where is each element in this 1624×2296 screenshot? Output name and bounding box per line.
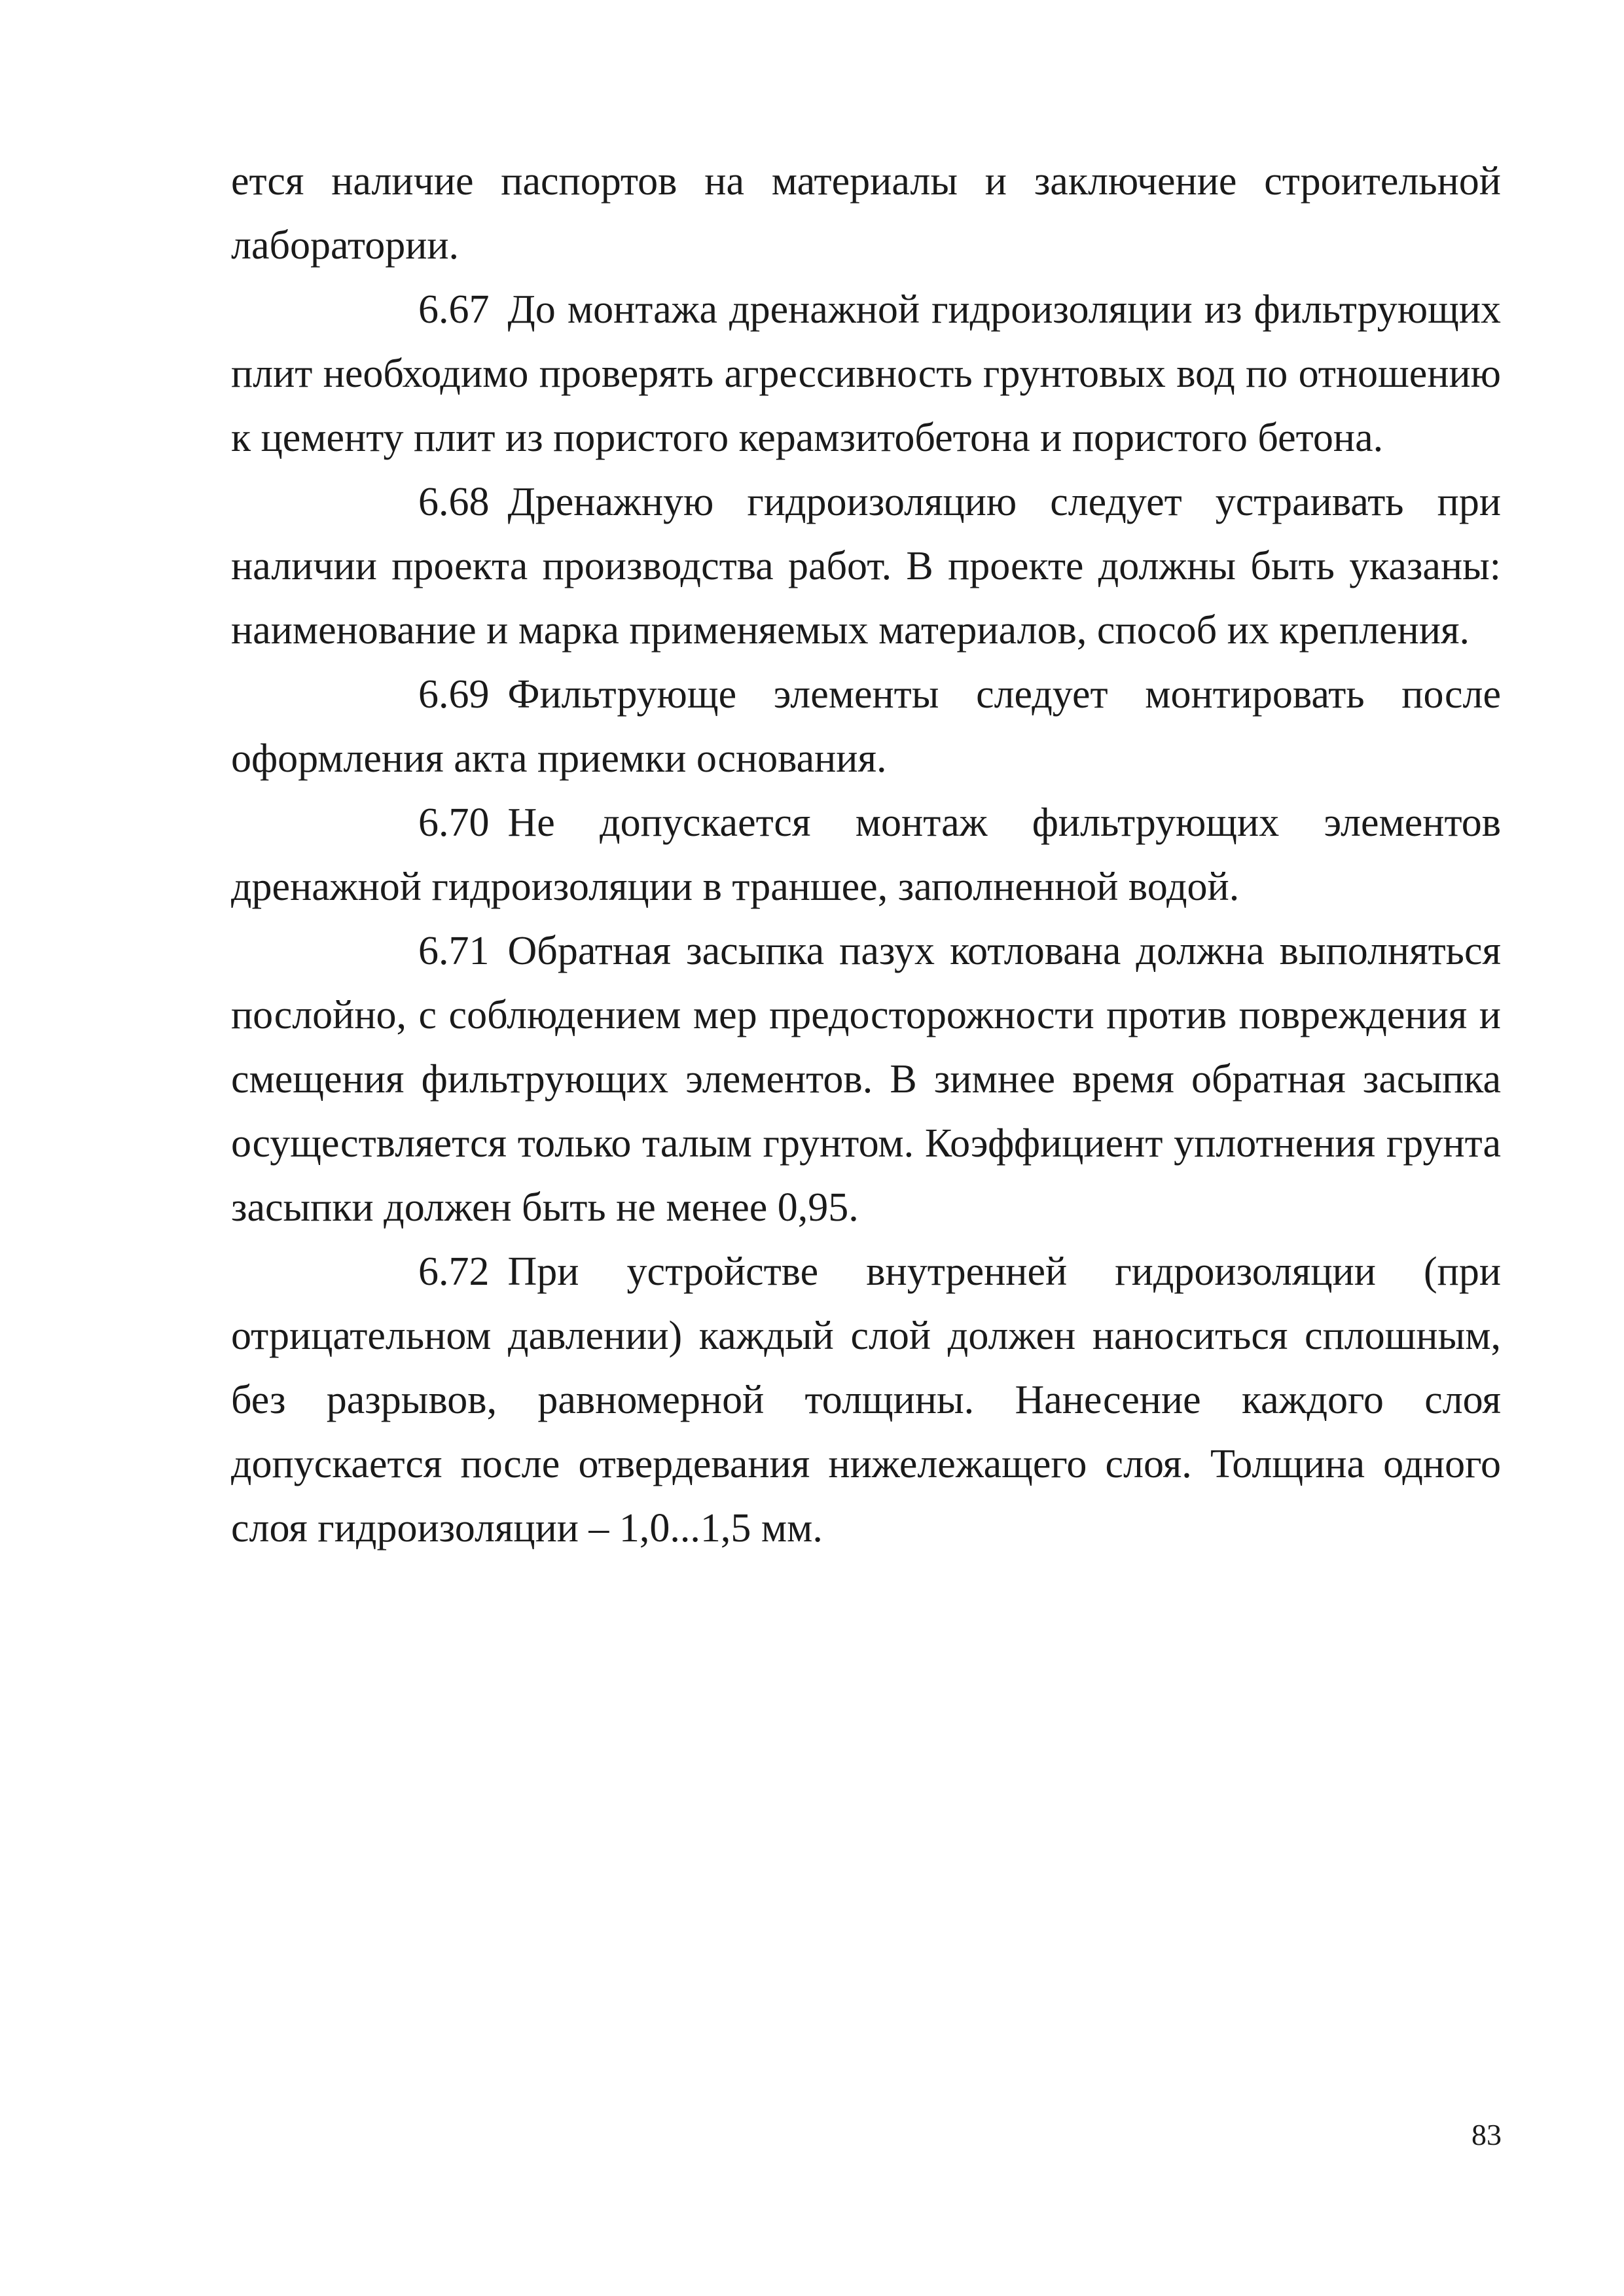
paragraph-number: 6.68: [418, 480, 490, 524]
paragraph-6-72: [231, 1240, 1501, 1560]
paragraph-text: Дренажную гидроизоляцию следует устраивать при наличии проекта производства работ. В проекте должны быть указаны: наименование и марка применяемых материалов, способ их крепления.: [231, 480, 1501, 653]
document-body: [231, 149, 1501, 1560]
paragraph-text: При устройстве внутренней гидроизоляции (при отрицательном давлении) каждый слой должен наноситься сплошным, без разрывов, равномерной толщины. Нанесение каждого слоя допускается после отвердевания нижележащего слоя. Толщина одного слоя гидроизоляции – 1,0...1,5 мм.: [231, 1249, 1501, 1551]
paragraph-text: Обратная засыпка пазух котлована должна выполняться послойно, с соблюдением мер предосторожности против повреждения и смещения фильтрующих элементов. В зимнее время обратная засыпка осуществляется только талым грунтом. Коэффициент уплотнения грунта засыпки должен быть не менее 0,95.: [231, 929, 1501, 1230]
paragraph-text: Фильтрующе элементы следует монтировать после оформления акта приемки основания.: [231, 672, 1501, 781]
paragraph-text: Не допускается монтаж фильтрующих элементов дренажной гидроизоляции в траншее, заполненной водой.: [231, 800, 1501, 909]
paragraph-number: 6.70: [418, 800, 490, 845]
paragraph-number: 6.67: [418, 287, 490, 332]
paragraph-number: 6.72: [418, 1249, 490, 1294]
paragraph-6-68: [231, 470, 1501, 662]
paragraph-6-67: [231, 278, 1501, 470]
paragraph-6-69: [231, 662, 1501, 791]
paragraph-6-71: [231, 919, 1501, 1240]
paragraph-number: 6.71: [418, 929, 490, 973]
paragraph-number: 6.69: [418, 672, 490, 717]
page-number: 83: [1471, 2118, 1502, 2151]
paragraph-text: До монтажа дренажной гидроизоляции из фильтрующих плит необходимо проверять агрессивность грунтовых вод по отношению к цементу плит из пористого керамзитобетона и пористого бетона.: [231, 287, 1501, 460]
continuation-paragraph: ется наличие паспортов на материалы и заключение строительной лаборатории.: [231, 159, 1501, 268]
paragraph-6-70: [231, 791, 1501, 919]
